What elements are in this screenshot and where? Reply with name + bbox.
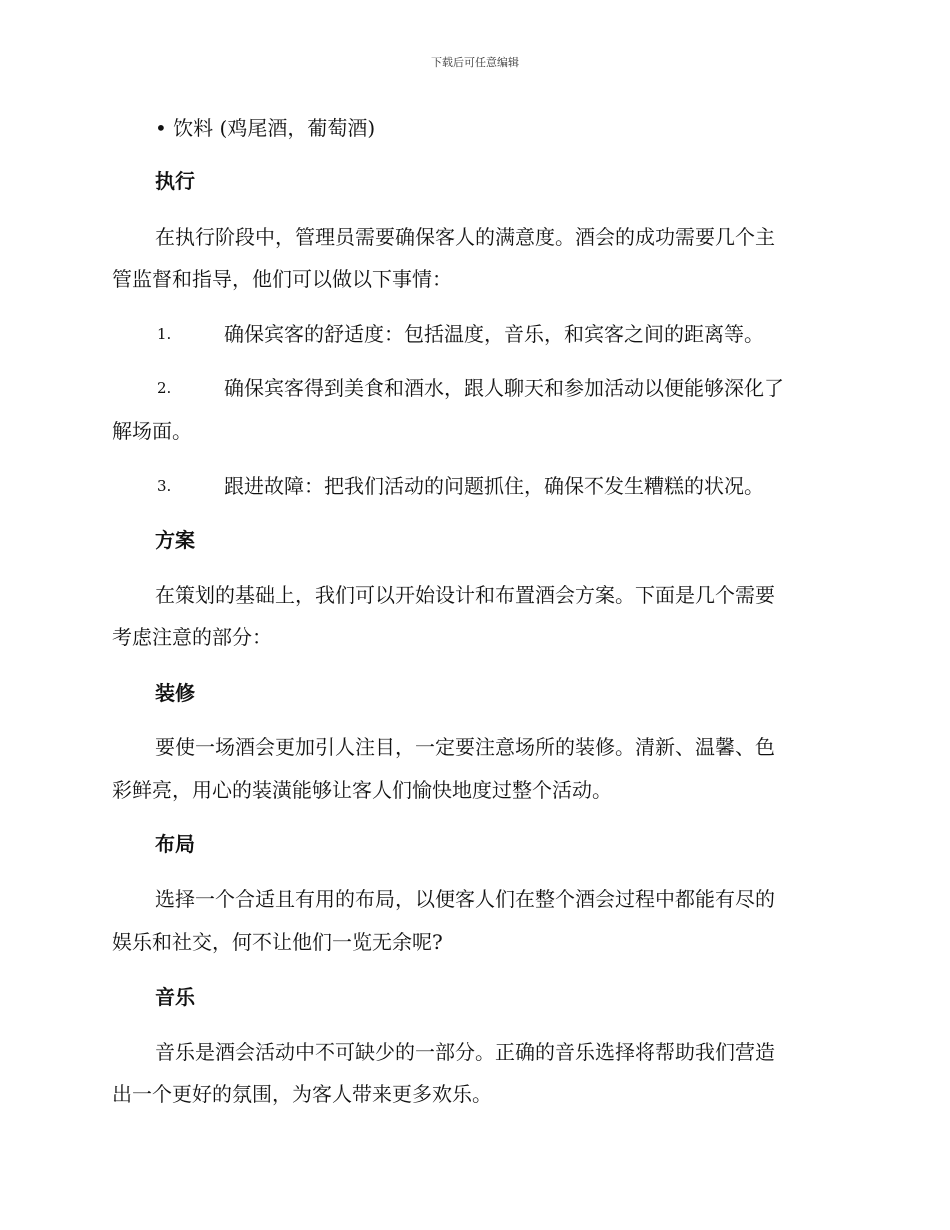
paragraph-line: 娱乐和社交，何不让他们一览无余呢? — [112, 930, 443, 954]
section-heading-layout: 布局 — [155, 832, 195, 856]
paragraph-line: 出一个更好的氛围，为客人带来更多欢乐。 — [112, 1082, 492, 1106]
paragraph-line: 彩鲜亮，用心的装潢能够让客人们愉快地度过整个活动。 — [112, 778, 612, 802]
list-item-text: 确保宾客得到美食和酒水，跟人聊天和参加活动以便能够深化了 — [224, 376, 784, 400]
section-heading-execution: 执行 — [155, 169, 195, 193]
section-heading-plan: 方案 — [155, 528, 195, 552]
paragraph-line: 音乐是酒会活动中不可缺少的一部分。正确的音乐选择将帮助我们营造 — [155, 1040, 775, 1064]
list-number: 1. — [157, 325, 172, 343]
paragraph-line: 在执行阶段中，管理员需要确保客人的满意度。酒会的成功需要几个主 — [155, 225, 775, 249]
paragraph-line: 要使一场酒会更加引人注目，一定要注意场所的装修。清新、温馨、色 — [155, 735, 775, 759]
header-watermark: 下载后可任意编辑 — [431, 56, 519, 69]
paragraph-line: 管监督和指导，他们可以做以下事情： — [112, 267, 452, 291]
paragraph-line: 选择一个合适且有用的布局，以便客人们在整个酒会过程中都能有尽的 — [155, 887, 775, 911]
list-item-text: 确保宾客的舒适度：包括温度，音乐，和宾客之间的距离等。 — [224, 322, 764, 346]
section-heading-music: 音乐 — [155, 985, 195, 1009]
paragraph-line: 考虑注意的部分： — [112, 625, 272, 649]
bullet-item: • 饮料 (鸡尾酒，葡萄酒) — [155, 116, 376, 140]
paragraph-line: 在策划的基础上，我们可以开始设计和布置酒会方案。下面是几个需要 — [155, 583, 775, 607]
list-number: 2. — [157, 379, 172, 397]
list-item-text: 跟进故障：把我们活动的问题抓住，确保不发生糟糕的状况。 — [224, 474, 764, 498]
list-number: 3. — [157, 477, 172, 495]
section-heading-decoration: 装修 — [155, 681, 195, 705]
list-item-text: 解场面。 — [112, 419, 192, 443]
